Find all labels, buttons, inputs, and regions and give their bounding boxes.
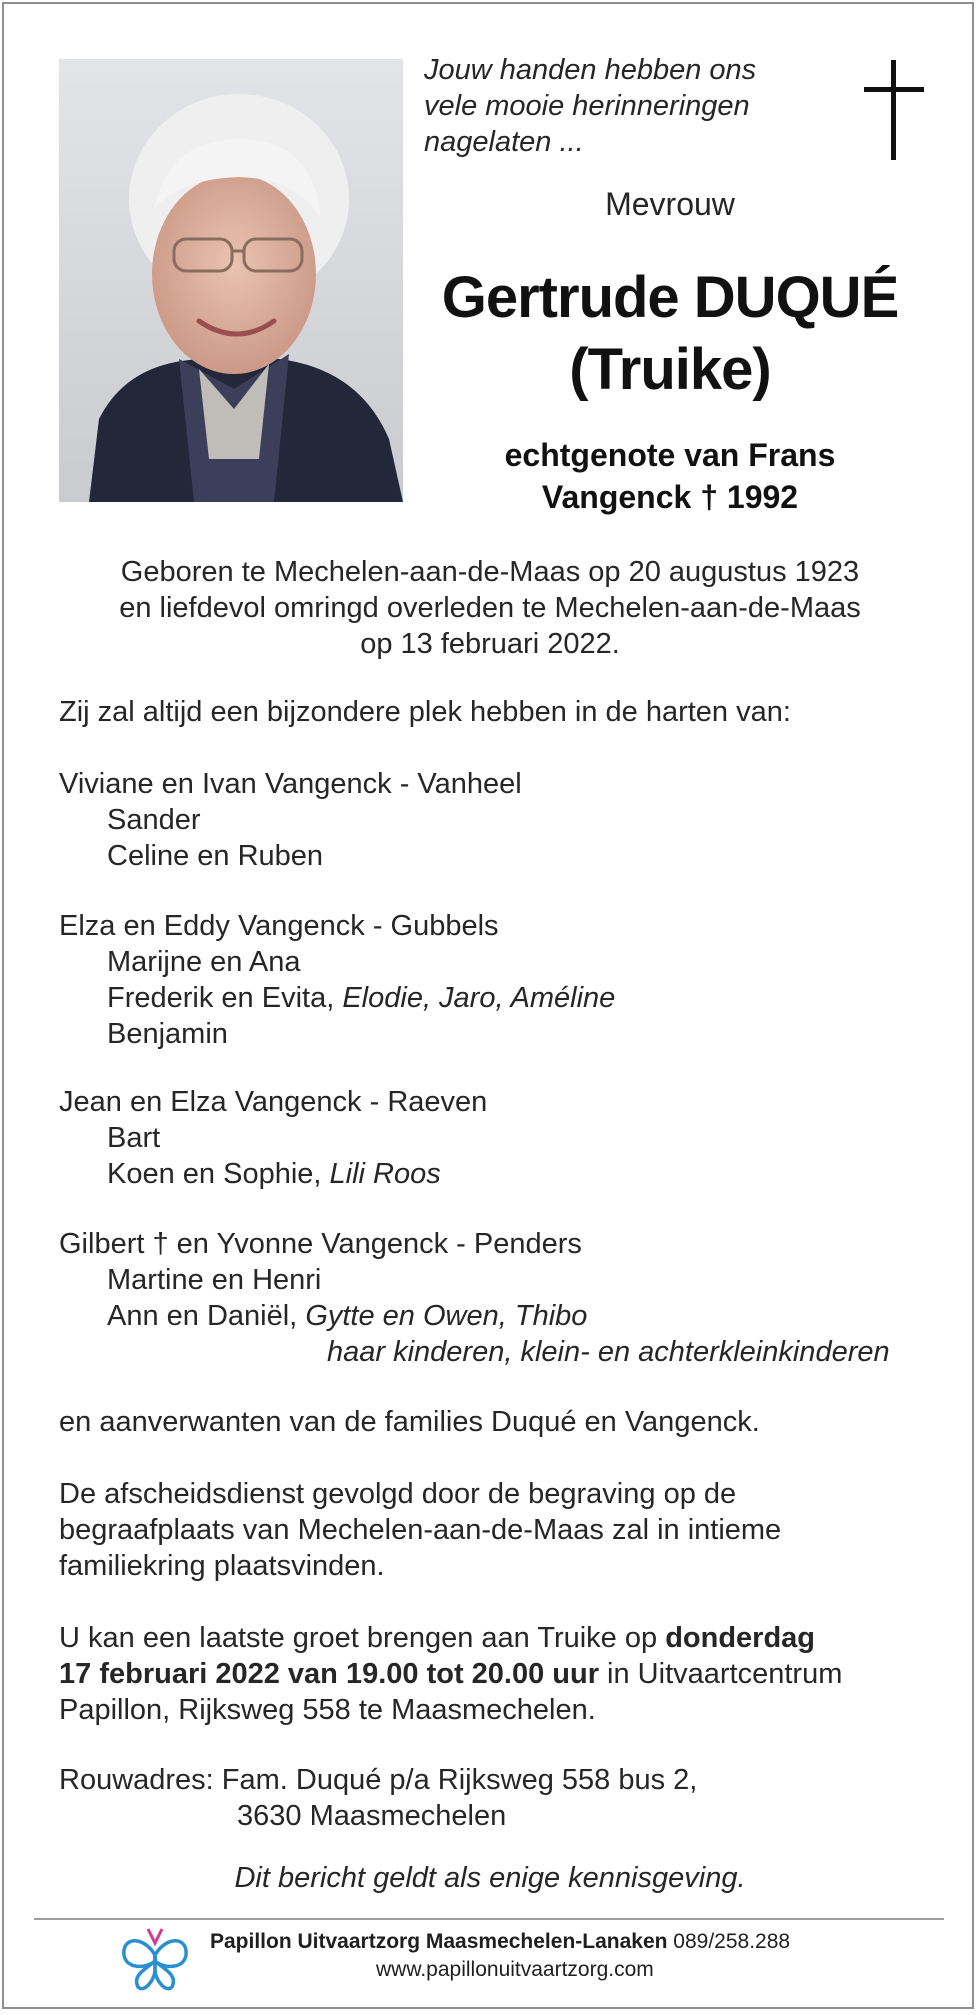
deceased-name <box>420 262 920 406</box>
poem <box>424 52 844 160</box>
poem-line: vele mooie herinneringen <box>424 90 750 122</box>
family-group <box>59 1226 939 1370</box>
visit-day: donderdag <box>665 1622 816 1654</box>
born-line: op 13 februari 2022. <box>360 628 620 660</box>
nickname-line: (Truike) <box>569 337 771 402</box>
visit-text: U kan een laatste groet brengen aan Truike op <box>59 1622 666 1654</box>
family-member: Martine en Henri <box>107 1264 322 1296</box>
visit-line: Papillon, Rijksweg 558 te Maasmechelen. <box>59 1694 596 1726</box>
visitation-info <box>59 1620 939 1728</box>
family-head: Jean en Elza Vangenck - Raeven <box>59 1086 488 1118</box>
family-head: Gilbert † en Yvonne Vangenck - Penders <box>59 1228 582 1260</box>
salutation: Mevrouw <box>605 186 735 222</box>
footer-divider <box>34 1918 944 1920</box>
member-children: Elodie, Jaro, Améline <box>342 982 616 1014</box>
service-line: begraafplaats van Mechelen-aan-de-Maas zal in intieme <box>59 1514 782 1546</box>
spouse-line: Vangenck † 1992 <box>541 479 799 515</box>
name-line: Gertrude DUQUÉ <box>441 265 899 330</box>
family-member <box>59 1298 939 1334</box>
poem-line: Jouw handen hebben ons <box>424 54 757 86</box>
descendants-line: haar kinderen, klein- en achterkleinkinderen <box>327 1336 890 1368</box>
family-member <box>59 980 939 1016</box>
hearts-intro: Zij zal altijd een bijzondere plek hebben in de harten van: <box>59 696 791 728</box>
family-member: Benjamin <box>107 1018 228 1050</box>
butterfly-logo-icon <box>118 1925 192 1993</box>
mourning-address <box>59 1762 939 1834</box>
address-line: Rouwadres: Fam. Duqué p/a Rijksweg 558 bus 2, <box>59 1764 698 1796</box>
footer-company <box>210 1930 790 1954</box>
spouse-line: echtgenote van Frans <box>504 437 836 473</box>
family-member: Marijne en Ana <box>107 946 301 978</box>
visit-line <box>59 1620 939 1656</box>
family-group <box>59 908 939 1052</box>
member-names: Frederik en Evita, <box>107 982 343 1014</box>
family-member: Sander <box>107 804 201 836</box>
service-info <box>59 1476 939 1584</box>
company-name: Papillon Uitvaartzorg Maasmechelen-Lanaken <box>210 1930 668 1953</box>
family-head: Elza en Eddy Vangenck - Gubbels <box>59 910 499 942</box>
visit-text: in Uitvaartcentrum <box>599 1658 843 1690</box>
born-line: Geboren te Mechelen-aan-de-Maas op 20 augustus 1923 <box>120 556 860 588</box>
service-line: De afscheidsdienst gevolgd door de begraving op de <box>59 1478 737 1510</box>
birth-death-info <box>60 554 920 662</box>
relatives-line: en aanverwanten van de families Duqué en Vangenck. <box>59 1406 760 1438</box>
cross-icon <box>864 60 924 160</box>
portrait-illustration <box>59 59 403 502</box>
closing-note: Dit bericht geldt als enige kennisgeving. <box>234 1862 746 1894</box>
company-website: www.papillonuitvaartzorg.com <box>376 1958 654 1981</box>
portrait-photo <box>59 59 403 502</box>
address-line: 3630 Maasmechelen <box>237 1800 507 1832</box>
service-line: familiekring plaatsvinden. <box>59 1550 385 1582</box>
member-names: Ann en Daniël, <box>107 1300 306 1332</box>
poem-line: nagelaten ... <box>424 126 584 158</box>
family-member <box>59 1156 939 1192</box>
born-line: en liefdevol omringd overleden te Mechelen-aan-de-Maas <box>119 592 861 624</box>
visit-datetime: 17 februari 2022 van 19.00 tot 20.00 uur <box>59 1658 599 1690</box>
family-group <box>59 1084 939 1192</box>
member-names: Koen en Sophie, <box>107 1158 330 1190</box>
spouse-info <box>420 434 920 518</box>
member-children: Gytte en Owen, Thibo <box>305 1300 588 1332</box>
member-children: Lili Roos <box>329 1158 441 1190</box>
family-group <box>59 766 939 874</box>
visit-line <box>59 1656 939 1692</box>
family-member: Celine en Ruben <box>107 840 324 872</box>
family-head: Viviane en Ivan Vangenck - Vanheel <box>59 768 522 800</box>
company-phone: 089/258.288 <box>667 1930 791 1953</box>
family-member: Bart <box>107 1122 161 1154</box>
